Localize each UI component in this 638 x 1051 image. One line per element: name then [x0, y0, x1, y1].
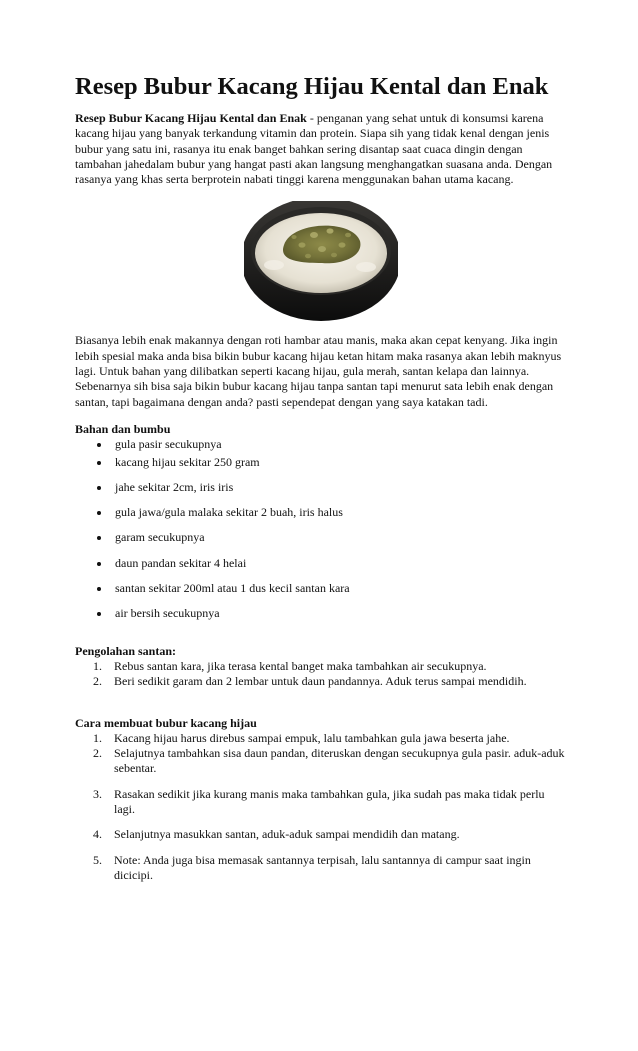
step-number: 2.: [93, 746, 102, 761]
list-item: [75, 787, 567, 818]
body-paragraph: Biasanya lebih enak makannya dengan roti hambar atau manis, maka akan cepat kenyang. Jika ingin lebih spesial maka anda bisa bikin bubur kacang hijau ketan hitam maka rasanya akan lebih maknyus lagi. Untuk bahan yang dilibatkan seperti kacang hijau, gula merah, santan kelapa dan lainnya. Sebenarnya sih bisa saja bikin bubur kacang hijau tanpa santan tapi menurut sata lebih enak dengan santan, tapi bagaimana dengan anda? pasti sependepat dengan yang saya katakan tadi.: [75, 333, 562, 409]
document-page: [75, 72, 567, 883]
list-item: daun pandan sekitar 4 helai: [75, 556, 567, 571]
list-item: kacang hijau sekitar 250 gram: [75, 455, 567, 470]
intro-bold-lead: Resep Bubur Kacang Hijau Kental dan Enak: [75, 111, 307, 125]
intro-paragraph: [75, 111, 567, 187]
santan-section: [75, 644, 567, 690]
step-text: Beri sedikit garam dan 2 lembar untuk daun pandannya. Aduk terus sampai mendidih.: [114, 674, 527, 689]
step-number: 3.: [93, 786, 102, 801]
list-item: jahe sekitar 2cm, iris iris: [75, 480, 567, 495]
step-number: 2.: [93, 674, 102, 689]
step-text: Rasakan sedikit jika kurang manis maka tambahkan gula, jika sudah pas maka tidak perlu lagi.: [114, 786, 545, 817]
page-title: Resep Bubur Kacang Hijau Kental dan Enak: [75, 73, 549, 100]
step-text: Selanjutnya masukkan santan, aduk-aduk sampai mendidih dan matang.: [114, 827, 460, 842]
list-item: [75, 853, 567, 884]
step-number: 4.: [93, 827, 102, 842]
step-number: 5.: [93, 852, 102, 867]
list-item: [75, 827, 567, 842]
list-item: [75, 674, 567, 689]
step-text: Note: Anda juga bisa memasak santannya terpisah, lalu santannya di campur saat ingin dicicipi.: [114, 852, 531, 882]
step-text: Selajutnya tambahkan sisa daun pandan, diteruskan dengan secukupnya gula pasir. aduk-aduk sebentar.: [114, 746, 565, 776]
cara-steps: [75, 731, 567, 883]
santan-steps: [75, 659, 567, 690]
cara-section: [75, 716, 567, 884]
ingredients-heading: Bahan dan bumbu: [75, 421, 171, 436]
ingredients-section: [75, 422, 567, 622]
santan-heading: Pengolahan santan:: [75, 643, 177, 658]
step-text: Rebus santan kara, jika terasa kental banget maka tambahkan air secukupnya.: [114, 658, 487, 673]
list-item: [75, 659, 567, 674]
step-number: 1.: [93, 658, 102, 673]
list-item: air bersih secukupnya: [75, 606, 567, 621]
step-number: 1.: [93, 730, 102, 745]
list-item: gula pasir secukupnya: [75, 437, 567, 452]
list-item: garam secukupnya: [75, 530, 567, 545]
ingredients-list: [75, 437, 567, 621]
list-item: gula jawa/gula malaka sekitar 2 buah, iris halus: [75, 505, 567, 520]
porridge-bowl-image: [244, 201, 398, 321]
cara-heading: Cara membuat bubur kacang hijau: [75, 715, 257, 730]
list-item: [75, 746, 567, 777]
intro-text: - penganan yang sehat untuk di konsumsi karena kacang hijau yang banyak terkandung vitamin dan protein. Siapa sih yang tidak kenal dengan jenis bubur yang satu ini, rasanya itu enak banget bahkan sering disantap saat cuaca dingin dengan tambahan jahedalam bubur yang hangat pasti akan langsung menghangatkan suasana anda. Dengan rasanya yang khas serta berprotein nabati tinggi karena menggunakan bahan utama kacang.: [75, 111, 553, 187]
list-item: santan sekitar 200ml atau 1 dus kecil santan kara: [75, 581, 567, 596]
step-text: Kacang hijau harus direbus sampai empuk, lalu tambahkan gula jawa beserta jahe.: [114, 730, 510, 745]
list-item: [75, 731, 567, 746]
